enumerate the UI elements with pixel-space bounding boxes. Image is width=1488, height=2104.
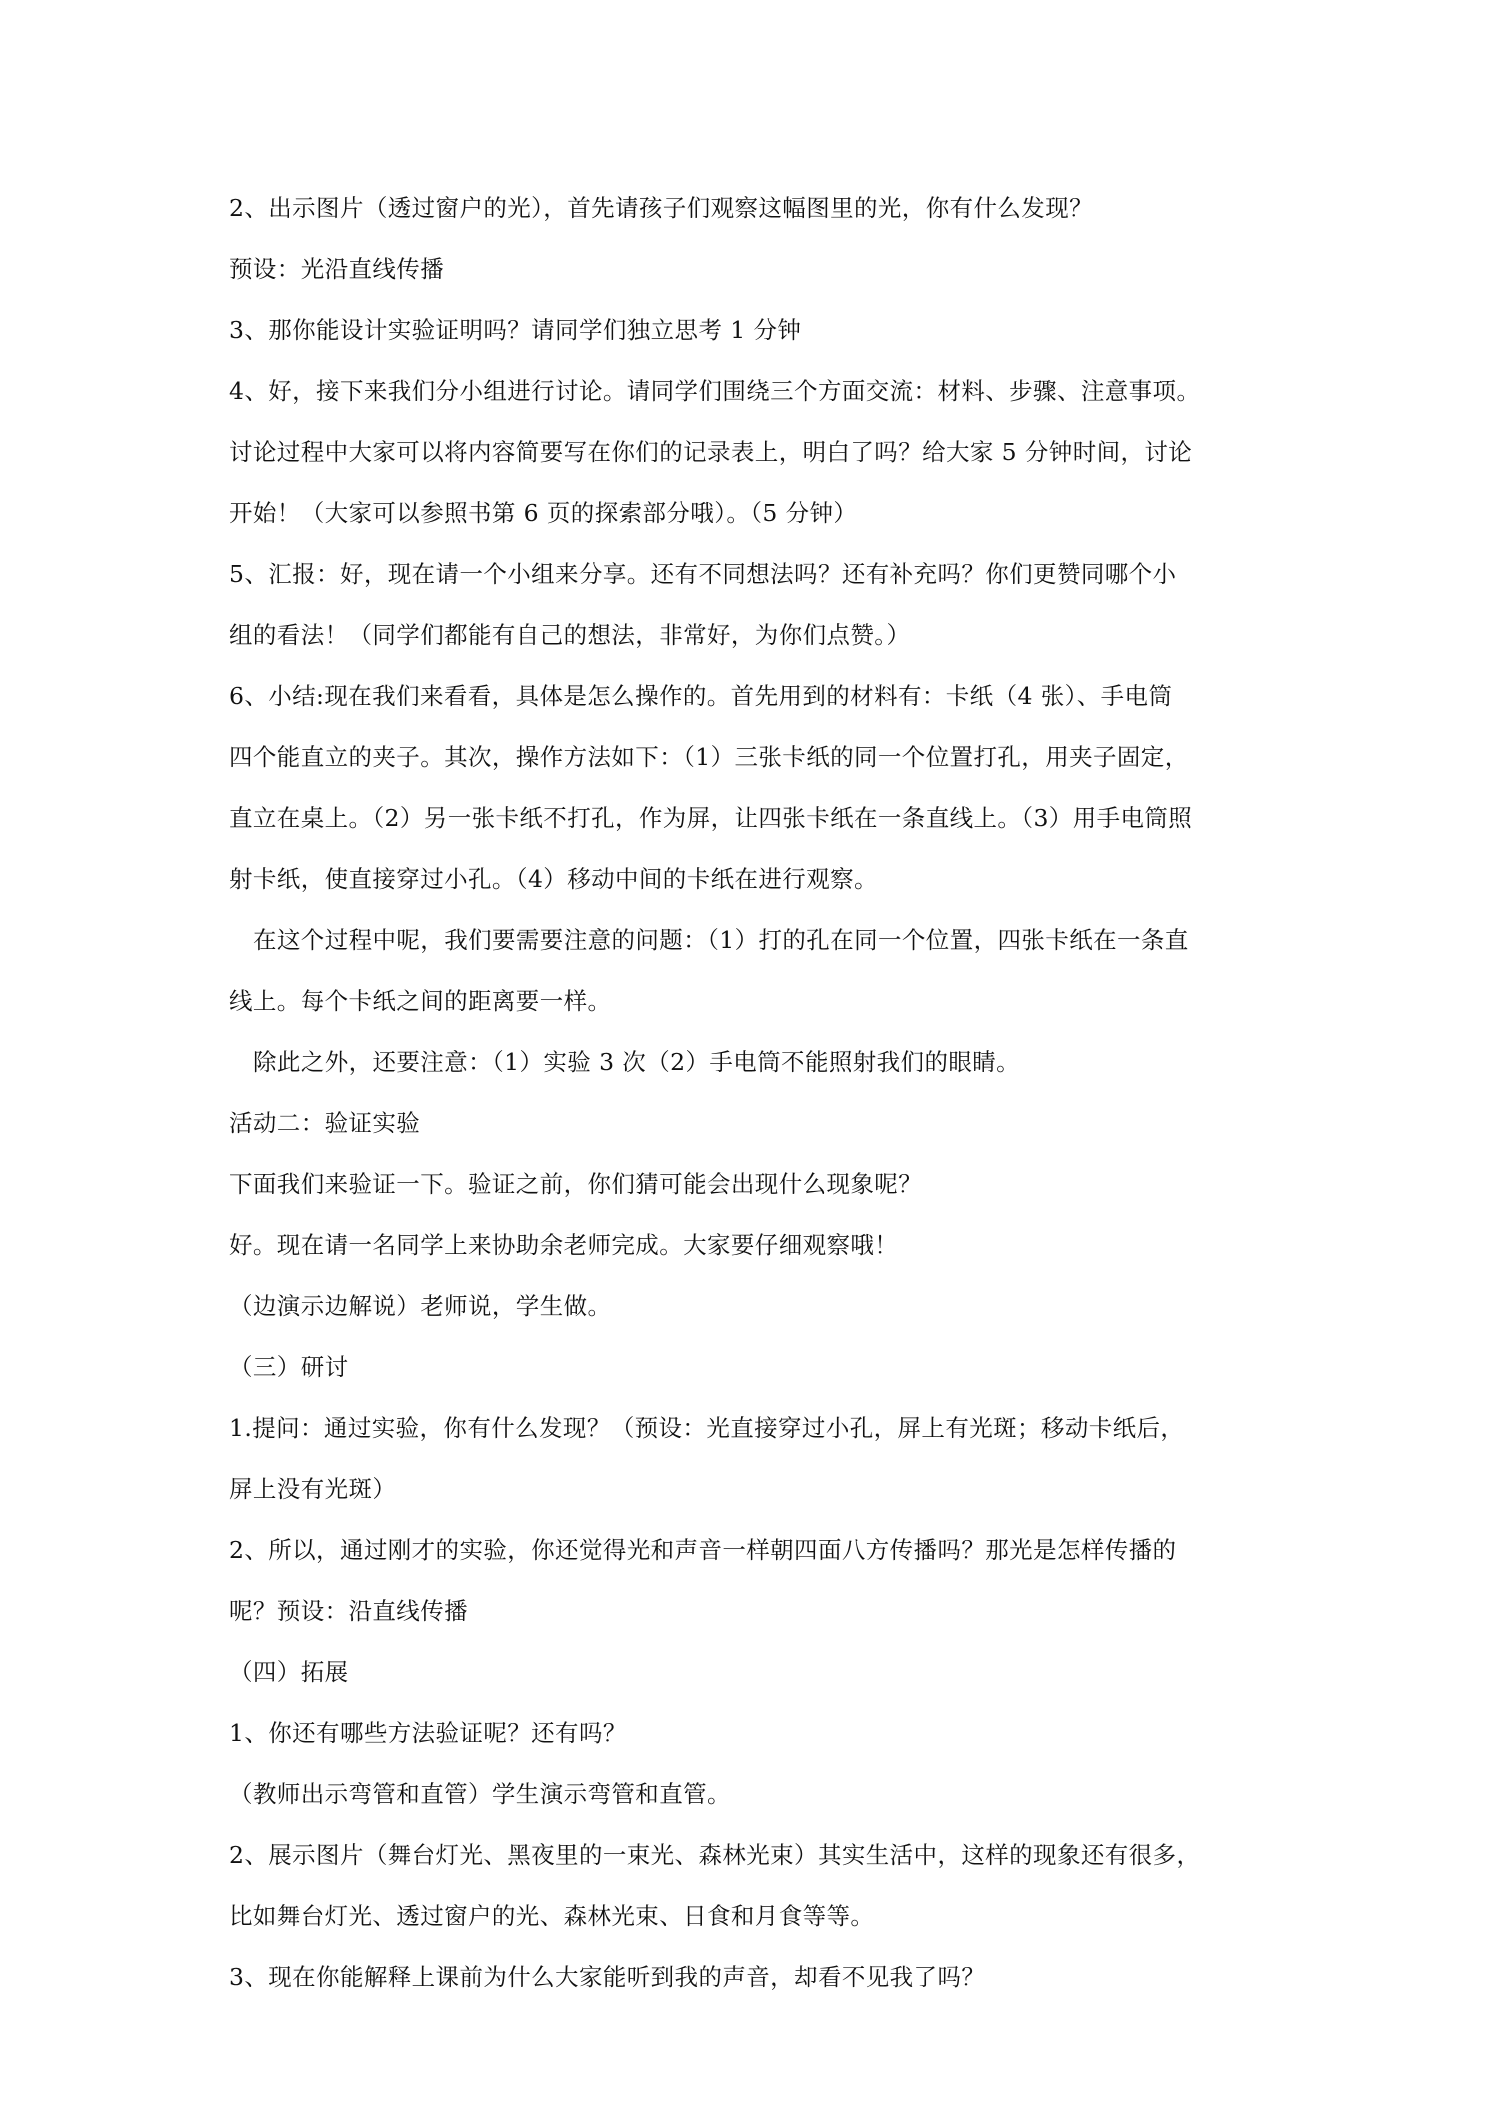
text-line: 线上。每个卡纸之间的距离要一样。	[229, 987, 612, 1015]
text-line: 四个能直立的夹子。其次，操作方法如下：（1）三张卡纸的同一个位置打孔，用夹子固定，	[229, 743, 1189, 771]
text-line: 开始！（大家可以参照书第 6 页的探索部分哦）。（5 分钟）	[229, 499, 858, 527]
section-heading: （四）拓展	[229, 1658, 349, 1686]
text-line: 3、现在你能解释上课前为什么大家能听到我的声音，却看不见我了吗？	[229, 1963, 986, 1991]
text-line: （边演示边解说）老师说，学生做。	[229, 1292, 612, 1320]
text-line: 5、汇报：好，现在请一个小组来分享。还有不同想法吗？还有补充吗？你们更赞同哪个小	[229, 560, 1177, 588]
text-line: 下面我们来验证一下。验证之前，你们猜可能会出现什么现象呢？	[229, 1170, 923, 1198]
text-line: 呢？预设：沿直线传播	[229, 1597, 468, 1625]
text-line: 3、那你能设计实验证明吗？请同学们独立思考 1 分钟	[229, 316, 802, 344]
text-line: 6、小结:现在我们来看看，具体是怎么操作的。首先用到的材料有：卡纸（4 张）、手电筒	[229, 682, 1173, 710]
section-heading: （三）研讨	[229, 1353, 349, 1381]
text-line: 射卡纸，使直接穿过小孔。（4）移动中间的卡纸在进行观察。	[229, 865, 878, 893]
text-line: 2、展示图片（舞台灯光、黑夜里的一束光、森林光束）其实生活中，这样的现象还有很多，	[229, 1841, 1201, 1869]
text-line: 比如舞台灯光、透过窗户的光、森林光束、日食和月食等等。	[229, 1902, 875, 1930]
section-heading: 活动二：验证实验	[229, 1109, 421, 1137]
text-line: 组的看法！（同学们都能有自己的想法，非常好，为你们点赞。）	[229, 621, 911, 649]
text-line: 直立在桌上。（2）另一张卡纸不打孔，作为屏，让四张卡纸在一条直线上。（3）用手电筒照	[229, 804, 1193, 832]
text-line: 4、好，接下来我们分小组进行讨论。请同学们围绕三个方面交流：材料、步骤、注意事项。	[229, 377, 1201, 405]
text-line: 在这个过程中呢，我们要需要注意的问题：（1）打的孔在同一个位置，四张卡纸在一条直	[253, 926, 1189, 954]
text-line: 1、你还有哪些方法验证呢？还有吗？	[229, 1719, 627, 1747]
text-line: 2、所以，通过刚才的实验，你还觉得光和声音一样朝四面八方传播吗？那光是怎样传播的	[229, 1536, 1177, 1564]
text-line: 好。现在请一名同学上来协助余老师完成。大家要仔细观察哦！	[229, 1231, 899, 1259]
text-line: （教师出示弯管和直管）学生演示弯管和直管。	[229, 1780, 731, 1808]
text-line: 屏上没有光斑）	[229, 1475, 397, 1503]
text-line: 预设：光沿直线传播	[229, 255, 445, 283]
text-line: 除此之外，还要注意：（1）实验 3 次（2）手电筒不能照射我们的眼睛。	[253, 1048, 1021, 1076]
text-line: 2、出示图片（透过窗户的光），首先请孩子们观察这幅图里的光，你有什么发现？	[229, 194, 1094, 222]
text-line: 1.提问：通过实验，你有什么发现？（预设：光直接穿过小孔，屏上有光斑；移动卡纸后，	[229, 1414, 1185, 1442]
text-line: 讨论过程中大家可以将内容简要写在你们的记录表上，明白了吗？给大家 5 分钟时间，讨论	[229, 438, 1193, 466]
